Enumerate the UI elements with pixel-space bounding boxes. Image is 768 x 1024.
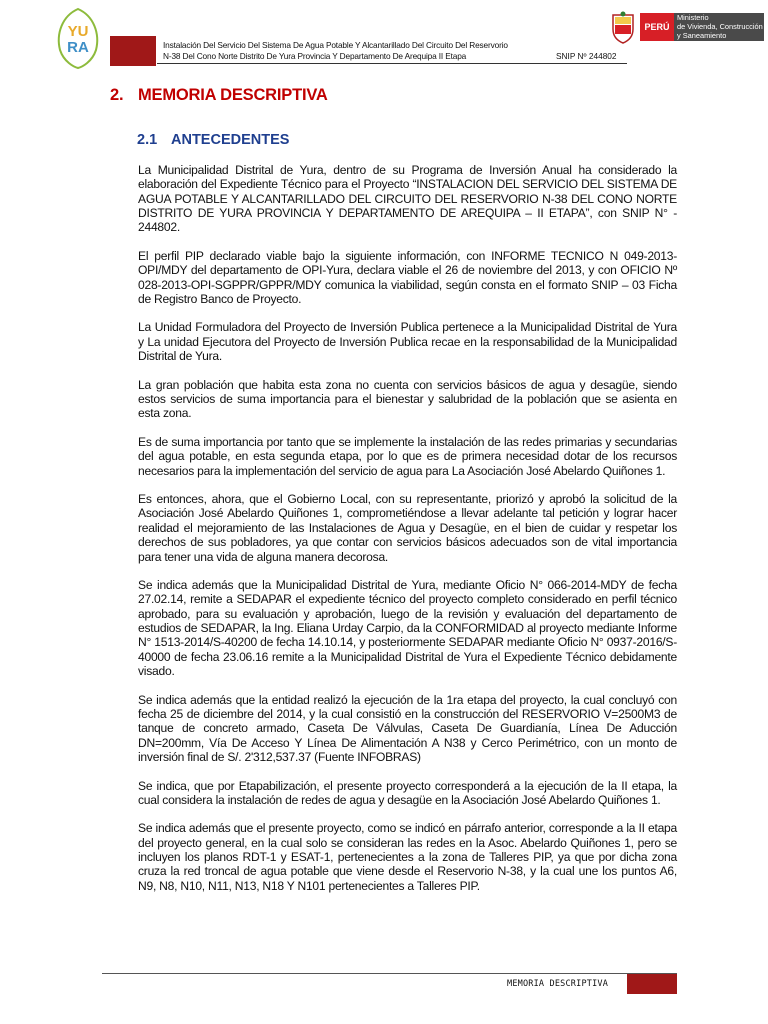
section-number: 2. [110, 86, 124, 104]
subsection-title: ANTECEDENTES [171, 132, 290, 148]
subsection-number: 2.1 [137, 132, 158, 148]
svg-text:RA: RA [67, 39, 89, 56]
coat-of-arms-icon [610, 11, 636, 45]
ministry-label: Ministerio de Vivienda, Construcción y Saneamiento [674, 13, 764, 41]
svg-text:YU: YU [67, 23, 89, 40]
paragraph: Es entonces, ahora, que el Gobierno Local, con su representante, priorizó y aprobó la solicitud de la Asociación José Abelardo Quiñones 1, comprometiéndose a llevar adelante tal petición y lograr hacer realidad el mejoramiento de las Instalaciones de Agua y Desagüe, en el bien de cuidar y respetar los derechos de sus pobladores, ya que contar con servicios básicos adecuados son de vital importancia para tener una vida de alguna manera decorosa. [138, 492, 677, 564]
subsection-heading [137, 132, 289, 148]
footer-accent-block [627, 974, 677, 994]
peru-label: PERÚ [640, 13, 674, 41]
header-line-2: N-38 Del Cono Norte Distrito De Yura Provincia Y Departamento De Arequipa II Etapa [163, 51, 467, 61]
paragraph: La Municipalidad Distrital de Yura, dentro de su Programa de Inversión Anual ha considerado la elaboración del Expediente Técnico para el Proyecto “INSTALACION DEL SERVICIO DEL SISTEMA DE AGUA POTABLE Y ALCANTARILLADO DEL CIRCUITO DEL RESERVORIO N-38 DEL CONO NORTE DISTRITO DE YURA PROVINCIA Y DEPARTAMENTO DE AREQUIPA – II ETAPA”, con SNIP N° - 244802. [138, 163, 677, 235]
body-text [138, 163, 677, 907]
paragraph: Se indica además que la Municipalidad Distrital de Yura, mediante Oficio N° 066-2014-MDY de fecha 27.02.14, remite a SEDAPAR el expediente técnico del proyecto completo considerado en perfil técnico aprobado, para su evaluación y aprobación, luego de la revisión y evaluación del departamento de estudios de SEDAPAR, la Ing. Eliana Urday Carpio, da la CONFORMIDAD al proyecto mediante Informe N° 1513-2014/S-40200 de fecha 14.10.14, y posteriormente SEDAPAR mediante Oficio N° 0937-2016/S-40000 de fecha 23.06.16 remite a la Municipalidad Distrital de Yura el Expediente Técnico debidamente visado. [138, 578, 677, 679]
paragraph: Es de suma importancia por tanto que se implemente la instalación de las redes primarias y secundarias del agua potable, en esta segunda etapa, por lo que es de primera necesidad dotar de los recursos necesarios para la implementación del servicio de agua para La Asociación José Abelardo Quiñones 1. [138, 434, 677, 478]
footer-rule [102, 973, 677, 974]
header-accent-block [110, 36, 156, 66]
document-header-title [163, 40, 623, 62]
header-rule [157, 63, 627, 64]
ministry-logo [610, 11, 768, 47]
header-line-1: Instalación Del Servicio Del Sistema De Agua Potable Y Alcantarillado Del Circuito Del Reservorio [163, 40, 508, 50]
paragraph: El perfil PIP declarado viable bajo la siguiente información, con INFORME TECNICO N 049-2013-OPI/MDY del departamento de OPI-Yura, declara viable el 26 de noviembre del 2013, y con OFICIO Nº 028-2013-OPI-SGPPR/GPPR/MDY comunica la viabilidad, según consta en el formato SNIP – 03 Ficha de Registro Banco de Proyecto. [138, 248, 677, 306]
paragraph: Se indica además que el presente proyecto, como se indicó en párrafo anterior, corresponde a la II etapa del proyecto general, en la cual solo se consideran las redes en la Asoc. Abelardo Quiñones 1, pero se incluyen los planos RDT-1 y ESAT-1, pertenecientes a la zona de Talleres PIP, ya que por dicha zona cruza la red troncal de agua potable que viene desde el Reservorio N-38, y la cual une los puntos A6, N9, N8, N10, N11, N13, N18 Y N101 pertenecientes a Talleres PIP. [138, 821, 677, 893]
section-title: MEMORIA DESCRIPTIVA [138, 86, 328, 104]
paragraph: La Unidad Formuladora del Proyecto de Inversión Publica pertenece a la Municipalidad Distrital de Yura y La unidad Ejecutora del Proyecto de Inversión Publica recae en la responsabilidad de la Municipalidad Distrital de Yura. [138, 320, 677, 364]
municipality-logo [52, 6, 104, 70]
footer-label: MEMORIA DESCRIPTIVA [507, 979, 609, 989]
snip-code: SNIP Nº 244802 [556, 51, 617, 61]
paragraph: La gran población que habita esta zona no cuenta con servicios básicos de agua y desagüe, siendo estos servicios de suma importancia para el bienestar y salubridad de la población que se asienta en esta zona. [138, 377, 677, 421]
paragraph: Se indica, que por Etapabilización, el presente proyecto corresponderá a la ejecución de la II etapa, la cual considera la instalación de redes de agua y desagüe en la Asociación José Abelardo Quiñones 1. [138, 778, 677, 807]
paragraph: Se indica además que la entidad realizó la ejecución de la 1ra etapa del proyecto, la cual concluyó con fecha 25 de diciembre del 2014, y la cual consistió en la construcción del RESERVORIO V=2500M3 de tanque de concreto armado, Caseta De Válvulas, Caseta De Guardianía, Línea De Aducción DN=200mm, Vía De Acceso Y Línea De Alimentación A N38 y Cerco Perimétrico, con un monto de inversión final de S/. 2'312,537.37 (Fuente INFOBRAS) [138, 692, 677, 764]
section-heading [110, 86, 328, 105]
